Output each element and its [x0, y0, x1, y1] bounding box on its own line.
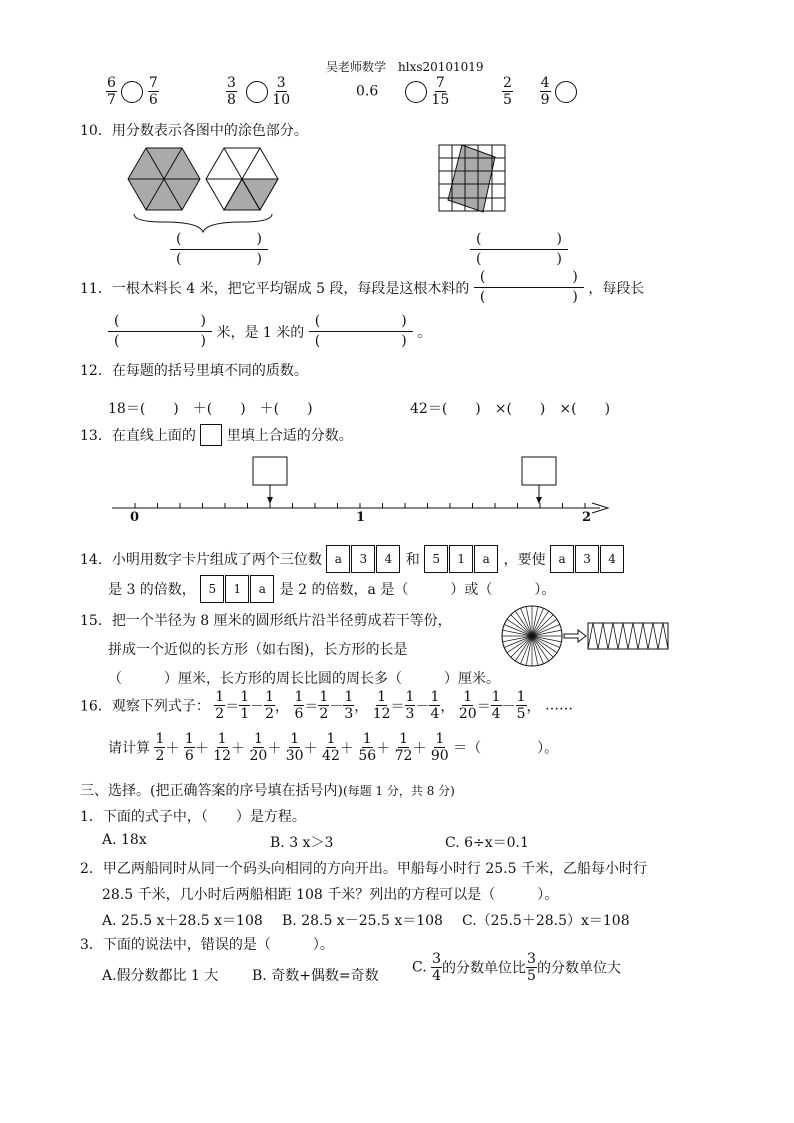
- choice-1-c[interactable]: C. 6÷x＝0.1: [445, 835, 529, 851]
- question-14-line1: 14．小明用数字卡片组成了两个三位数 a 3 4 和 5 1 a ，要使 a 3 4: [80, 545, 625, 573]
- compare-item-1: [106, 76, 159, 107]
- fraction: $\frac{1}{20}$: [249, 731, 268, 764]
- fraction: $\frac{1}{4}$: [491, 689, 501, 722]
- compare-circle-blank[interactable]: [555, 81, 577, 103]
- choice-3-question: 3．下面的说法中，错误的是（ ）。: [80, 937, 334, 953]
- hexagon-figures: [124, 144, 284, 234]
- fraction: $\frac{1}{2}$: [265, 689, 275, 722]
- fraction-numerator: 7: [148, 75, 158, 91]
- compare-circle-blank[interactable]: [121, 81, 143, 103]
- fraction-numerator: 2: [503, 75, 512, 91]
- fraction-denominator: 10: [272, 92, 291, 108]
- question-16-observe: 16．观察下列式子： $\frac{1}{2}$ ＝ $\frac{1}{1}$ － $\frac{1}{2}$ ， $\frac{1}{6}$ ＝ $\frac{1}{2}$ － $\frac{1}{3}$ ， $\frac{1}{12}$ ＝ $\frac{1}{3}$ － $\frac{1}{4}$ ， $\frac{1}{20}$ ＝ $\frac{1}{4}$ － $\frac{1}{5}$ ， ……: [80, 689, 573, 722]
- question-15-line2: 拼成一个近似的长方形（如右图)，长方形的长是: [108, 642, 408, 658]
- tick-label-2: 2: [582, 510, 592, 525]
- fraction: $\frac{1}{72}$: [394, 731, 413, 764]
- decimal-value: 0.6: [356, 83, 379, 100]
- question-13: 13．在直线上面的 里填上合适的分数。: [80, 424, 353, 446]
- fraction: $\frac{1}{12}$: [372, 689, 391, 722]
- card-group-2: [424, 551, 499, 567]
- choice-3-a[interactable]: A.假分数都比 1 大: [102, 968, 219, 984]
- fraction-numerator: 4: [540, 75, 550, 91]
- choice-2-b[interactable]: B. 28.5 x－25.5 x＝108: [282, 913, 443, 929]
- digit-card: 3: [575, 545, 599, 573]
- answer-fraction-hexagons[interactable]: ( ) ( ): [170, 232, 268, 268]
- digit-card: a: [474, 545, 498, 573]
- fraction: $\frac{1}{2}$: [319, 689, 329, 722]
- fraction-numerator: 3: [276, 75, 286, 91]
- compare-item-2: [226, 76, 290, 107]
- digit-card: 1: [225, 575, 249, 603]
- fraction-numerator: 6: [107, 75, 116, 91]
- fraction-numerator: 3: [227, 75, 236, 91]
- fraction-denominator: 15: [431, 92, 450, 108]
- compare-item-4: [502, 76, 577, 107]
- choice-1-b[interactable]: B. 3 x＞3: [270, 835, 334, 851]
- hexagon-right: [206, 148, 278, 210]
- blank-fraction[interactable]: ( ) ( ): [474, 270, 584, 306]
- compare-circle-blank[interactable]: [405, 81, 427, 103]
- fraction: $\frac{1}{2}$: [215, 689, 225, 722]
- prime-equation-18[interactable]: 18＝( ) ＋( ) ＋( ): [108, 401, 313, 417]
- brace: [134, 214, 272, 232]
- fraction-numerator: 7: [435, 75, 445, 91]
- digit-card: 1: [449, 545, 473, 573]
- choice-2-a[interactable]: A. 25.5 x＋28.5 x＝108: [102, 913, 263, 929]
- fraction: $\frac{1}{6}$: [184, 731, 194, 764]
- choice-3-b[interactable]: B. 奇数+偶数=奇数: [252, 968, 379, 984]
- page-header: 吴老师数学 hlxs20101019: [326, 60, 484, 74]
- arrow-right-icon: [564, 630, 586, 642]
- section-3-title: 三、选择。(把正确答案的序号填在括号内)(每题 1 分，共 8 分): [80, 783, 455, 799]
- fraction: $\frac{1}{56}$: [358, 731, 377, 764]
- question-10: 10．用分数表示各图中的涂色部分。: [80, 123, 308, 139]
- digit-card: 5: [200, 575, 224, 603]
- digit-card: a: [326, 545, 350, 573]
- fraction-denominator: 7: [107, 92, 116, 108]
- question-15-line1: 15．把一个半径为 8 厘米的圆形纸片沿半径剪成若干等份，: [80, 613, 452, 629]
- observation-formulas: $\frac{1}{2}$ ＝ $\frac{1}{1}$ － $\frac{1}{2}$ ， $\frac{1}{6}$ ＝ $\frac{1}{2}$ － $\frac{1}{3}$ ， $\frac{1}{12}$ ＝ $\frac{1}{3}$ － $\frac{1}{4}$ ， $\frac{1}{20}$ ＝ $\frac{1}{4}$ － $\frac{1}{5}$ ，: [215, 689, 541, 722]
- answer-box-right: [522, 457, 556, 485]
- fraction: $\frac{1}{20}$: [458, 689, 477, 722]
- fraction-denominator: 8: [227, 92, 236, 108]
- grid-square-figure: [438, 144, 508, 214]
- choice-1-question: 1．下面的式子中，（ ）是方程。: [80, 809, 306, 825]
- fraction: $\frac{1}{42}$: [322, 731, 340, 764]
- digit-card: a: [550, 545, 574, 573]
- choice-2-question-line2: 28.5 千米，几小时后两船相距 108 千米？列出的方程可以是（ ）。: [102, 887, 559, 903]
- question-11-line2: ( ) ( ) 米，是 1 米的 ( ) ( ) 。: [108, 314, 431, 350]
- card-group-3: [550, 551, 625, 567]
- digit-card: 5: [424, 545, 448, 573]
- calculation-expression: $\frac{1}{2}$ ＋ $\frac{1}{6}$ ＋ $\frac{1}{12}$ ＋ $\frac{1}{20}$ ＋ $\frac{1}{30}$ ＋ $\frac{1}{42}$ ＋ $\frac{1}{56}$ ＋ $\frac{1}{72}$ ＋ $\frac{1}{90}$: [155, 731, 449, 764]
- choice-1-a[interactable]: A. 18x: [102, 832, 147, 848]
- tick-label-1: 1: [356, 510, 366, 525]
- choice-2-c[interactable]: C.（25.5＋28.5）x＝108: [462, 913, 630, 929]
- circle-sector-line: [511, 636, 532, 657]
- fraction: $\frac{1}{12}$: [213, 731, 232, 764]
- prime-equation-42[interactable]: 42＝( ) ×( ) ×( ): [410, 401, 611, 417]
- blank-fraction[interactable]: ( ) ( ): [108, 314, 212, 350]
- circle-sector-line: [532, 636, 553, 657]
- question-11-line1: 11．一根木料长 4 米，把它平均锯成 5 段，每段是这根木料的 ( ) ( ) ，每段长: [80, 269, 645, 306]
- fraction-denominator: 6: [148, 92, 158, 108]
- fraction-denominator: 9: [540, 92, 550, 108]
- fraction: $\frac{1}{3}$: [405, 689, 415, 722]
- digit-card: 3: [351, 545, 375, 573]
- fraction: $\frac{1}{6}$: [294, 689, 304, 722]
- answer-fraction-grid[interactable]: ( ) ( ): [470, 232, 568, 268]
- circle-sector-line: [511, 615, 532, 636]
- fraction: $\frac{1}{5}$: [516, 689, 526, 722]
- fraction: $\frac{1}{90}$: [430, 731, 449, 764]
- digit-card: 4: [600, 545, 624, 573]
- answer-box-left: [253, 457, 287, 485]
- digit-card: 4: [376, 545, 400, 573]
- square-symbol: [200, 424, 222, 446]
- blank-fraction[interactable]: ( ) ( ): [309, 314, 413, 350]
- hexagon-left: [128, 148, 200, 210]
- question-12: 12．在每题的括号里填不同的质数。: [80, 363, 308, 379]
- choice-2-question-line1: 2．甲乙两船同时从同一个码头向相同的方向开出。甲船每小时行 25.5 千米，乙船每小时行: [80, 861, 647, 877]
- circle-to-rectangle-figure: [500, 604, 672, 668]
- choice-3-c[interactable]: C. $\frac{3}{4}$ 的分数单位比 $\frac{3}{5}$ 的分数单位大: [412, 951, 621, 984]
- circle-sector-line: [532, 615, 553, 636]
- card-group-4: [200, 581, 275, 597]
- question-14-line2: 是 3 的倍数， 5 1 a 是 2 的倍数，a 是（ ）或（ ）。: [108, 575, 555, 603]
- fraction: $\frac{1}{30}$: [285, 731, 304, 764]
- fraction: $\frac{1}{1}$: [240, 689, 250, 722]
- question-16-calc: 请计算 $\frac{1}{2}$ ＋ $\frac{1}{6}$ ＋ $\frac{1}{12}$ ＋ $\frac{1}{20}$ ＋ $\frac{1}{30}$ ＋ $\frac{1}{42}$ ＋ $\frac{1}{56}$ ＋ $\frac{1}{72}$ ＋ $\frac{1}{90}$ ＝（ ）。: [108, 731, 559, 764]
- question-15-line3: （ ）厘米，长方形的周长比圆的周长多（ ）厘米。: [108, 671, 500, 687]
- fraction: $\frac{1}{4}$: [430, 689, 440, 722]
- compare-circle-blank[interactable]: [246, 81, 268, 103]
- compare-item-3: [356, 76, 449, 107]
- fraction: $\frac{1}{3}$: [344, 689, 354, 722]
- fraction: $\frac{1}{2}$: [155, 731, 165, 764]
- fraction-denominator: 5: [503, 92, 512, 108]
- digit-card: a: [250, 575, 274, 603]
- card-group-1: [326, 551, 401, 567]
- tick-label-0: 0: [130, 510, 140, 525]
